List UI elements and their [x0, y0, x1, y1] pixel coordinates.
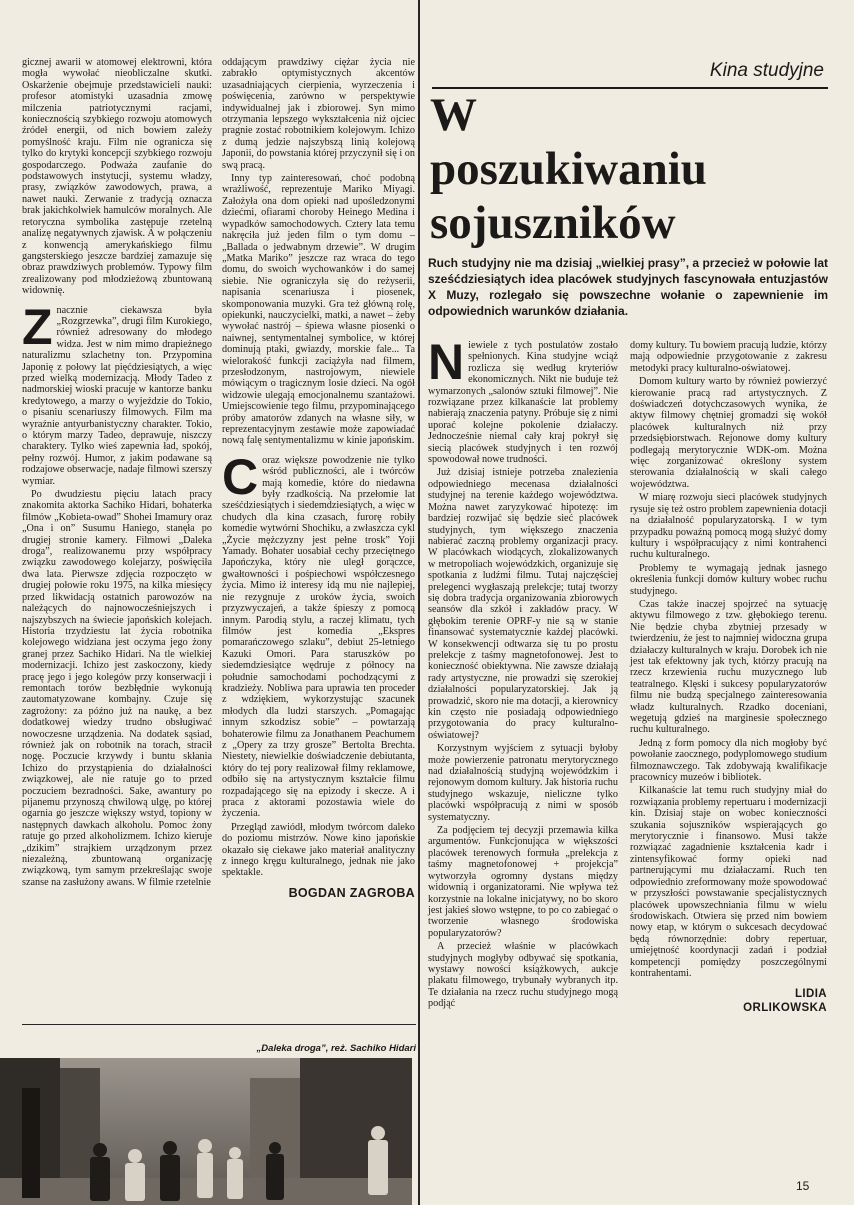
author-first-name: LIDIA: [794, 988, 827, 1001]
paragraph: Za podjęciem tej decyzji przemawia kilka argumentów. Funkcjonująca w większości placówek terenowych formuła „prelekcja z taśmy magnetofonowej + projekcja” wytworzyła ogromny dystans między widownią i organizatorami. Nie wpływa też korzystnie na lokalne inicjatywy, no bo skoro jest jakieś słowo wstępne, to po co zabiegać o tworzenie własnego środowiska popularyzatorów?: [428, 825, 618, 939]
headline: [430, 88, 830, 250]
paragraph: Jedną z form pomocy dla nich mogłoby być powołanie zaocznego, podyplomowego studium filmoznawczego. Tak zdobywają kwalifikacje pracownicy muzeów i bibliotek.: [630, 737, 827, 784]
page-number: 15: [796, 1179, 810, 1193]
paragraph: Inny typ zainteresowań, choć podobną wrażliwość, reprezentuje Mariko Miyagi. Założyła ona dom opieki nad upośledzonymi dziećmi, ofiarami choroby Heinego Medina i wypadków samochodowych. Cztery lata temu nakręciła już jeden film o tym domu – „Ballada o jedwabnym drzewie”. W drugim „Matka Mariko” jeszcze raz wraca do tego domu, do swoich wychowanków i do samej siebie. Nie ograniczyła się do reżyserii, napisania scenariusza i piosenek, skomponowania muzyki. Gra też główną rolę, opiekunki, nauczycielki, matki, a nawet – żeby wywołać nastrój – śpiewa własne piosenki o naiwnej, sentymentalnej symbolice, w której dominują ptaki, gwiazdy, morskie fale... Ta wielorakość funkcji zaciążyła nad filmem, przesłodzonym, nastrojowym, niewiele mówiącym o tragicznym losie dzieci. Na ogół widzowie ulegają emocjonalnemu szantażowi. Umiejscowienie tego filmu, przypominającego próby amatorów zdanych na własne siły, w reprezentacyjnym zestawie może zapowiadać nową falę sentymentalizmu w kinie japońskim.: [222, 173, 415, 447]
paragraph: Już dzisiaj istnieje potrzeba znalezienia odpowiedniego mecenasa działalności studyjnej na terenie każdego województwa. Można nawet zaryzykować hipotezę: im bardziej rozwijać się będzie sieć placówek studyjnych, tym większego znaczenia nabierać zaczną problemy organizacji pracy. W placówkach wiodących, zlokalizowanych w metropoliach wojewódzkich, organizuje się spotkania z ludźmi filmu. Tutaj najczęściej prelegenci wygłaszają prelekcje; tutaj tworzy się dobra tradycja organizowania zbiorowych seansów dla szkół i zakładów pracy. W głębokim terenie OPRF-y nie są w stanie finansować systematycznie każdej placówki. W konsekwencji odtwarza się tu po prostu prelekcje z taśmy magnetofonowej. Jest to konieczność obiektywna. Nie zawsze działają rady artystyczne, nie prowadzi się szerokiej działalności popularyzatorskiej. Jak ją prowadzić, skoro nie ma dotacji, a kierownicy kin często nie posiadają odpowiedniego przygotowania do pracy kulturalno-oświatowej?: [428, 467, 618, 741]
headline-line: W: [430, 89, 477, 141]
paragraph: Domom kultury warto by również powierzyć kierowanie pracą rad artystycznych. Z doświadczeń dotychczasowych wynika, że aktyw filmowy chętniej gromadzi się wokół placówek kulturalnych niż przy przedsiębiorstwach. Rejonowe domy kultury podlegają merytorycznie WDK-om. Można więc zorganizować określony system sterowania działalnością w skali całego województwa.: [630, 376, 827, 490]
headline-line: sojuszników: [430, 197, 676, 249]
right-article-column-1: [428, 334, 618, 1010]
left-article-column-2: [222, 57, 415, 899]
paragraph: Kilkanaście lat temu ruch studyjny miał do rozwiązania problemy repertuaru i modernizacji kin. Dzisiaj staje on wobec konieczności szukania sojuszników wspierających go merytorycznie i finansowo. Musi także rozwiązać zagadnienie kształcenia kadr i zintensyfikować formy opieki nad partnerującymi mu działaczami. Ruch ten odpowiednio zreformowany może spowodować w przyszłości powstawanie specjalistycznych placówek upowszechniania filmu w wielu środowiskach. Otwiera się przed nim bowiem nowy etap, w którym o sukcesach decydować będą równorzędnie: dobry repertuar, umiejętność koordynacji zadań i podział kompetencji pomiędzy poszczególnymi kontrahentami.: [630, 785, 827, 979]
paragraph: Czas także inaczej spojrzeć na sytuację aktywu filmowego z tzw. głębokiego terenu. Nie będzie chyba zbytniej przesady w twierdzeniu, że jest to najmniej widoczna grupa działaczy kulturalnych w kraju. Dorobek ich nie jest tak efektowny jak tych, którzy pracują na rzecz krzewienia ruchu muzycznego lub teatralnego. Klęski i sukcesy popularyzatorów filmu nie budzą specjalnego zainteresowania władz kulturalnych. Rzadko doceniani, wegetują gdzieś na marginesie społecznego ruchu kulturalnego.: [630, 598, 827, 736]
right-article-column-2: [630, 340, 827, 1015]
paragraph: gicznej awarii w atomowej elektrowni, która mogła wywołać nieobliczalne skutki. Oskarżenie obejmuje przedstawicieli nauki: profesor atomistyki uzasadnia zmowę milczenia patriotycznymi racjami, koniecznością szybkiego rozwoju atomowych źródeł energii, od nich bowiem zależy pomyślność kraju. Film nie ogranicza się tylko do krytyki koncepcji szybkiego rozwoju gospodarczego. Podważa zaufanie do podstawowych instytucji, systemu władzy, prasy, związków zawodowych, prawa, a nawet nauki. Zerwanie z tradycją oznacza brak jakichkolwiek hamulców moralnych. Ale retoryczna symbolika zastępuje rzetelną analizę negatywnych zjawisk. A w połączeniu z konwencją amerykańskiego filmu gangsterskiego jeszcze bardziej zamazuje się obraz prawdziwych problemów. Typowy film zrealizowany pod młodzieżową zbuntowaną widownię.: [22, 57, 212, 297]
author-last-name: ORLIKOWSKA: [743, 1002, 827, 1015]
paragraph: Problemy te wymagają jednak jasnego określenia funkcji domów kultury wobec ruchu studyjnego.: [630, 562, 827, 597]
left-article-column-1: [22, 57, 212, 888]
paragraph: W miarę rozwoju sieci placówek studyjnych rysuje się też ostro problem zapewnienia dotacji na działalność popularyzatorską. I w tym przypadku powaźną pomocą mogą służyć domy kultury i współpracujący z nimi kontrahenci ruchu kulturalnego.: [630, 492, 827, 561]
section-label: Kina studyjne: [709, 60, 824, 81]
paragraph-drop-cap: Znacznie ciekawsza była „Rozgrzewka”, drugi film Kurokiego, również adresowany do młodego widza. Jest w nim mimo drapieżnego naturalizmu szlachetny ton. Przypomina Japonię z połowy lat pięćdziesiątych, a więc przed wielką modernizacją. Młody Tadeo z nadmorskiej wioski pracuje w kantorze banku kredytowego, a marzy o wyjeździe do Tokio, o pisaniu scenariuszy filmowych. Film ma wyraźnie antyurbanistyczny charakter. Tokio, o którym marzy Tadeo, deprawuje, niszczy charaktery. Tylko wieś zapewnia ład, spokój, pełny rozwój. Humor, z jakim podawane są rodzajowe obserwacje, nadaje filmowi szerszy wymiar.: [22, 298, 212, 487]
paragraph: domy kultury. Tu bowiem pracują ludzie, którzy mają odpowiednie przygotowanie z zakresu metodyki pracy kulturalno-oświatowej.: [630, 340, 827, 374]
lead-paragraph: Ruch studyjny nie ma dzisiaj „wielkiej prasy”, a przecież w połowie lat sześćdziesiątych idea placówek studyjnych fascynowała entuzjastów X Muzy, rozlegało się powszechne wołanie o zapewnienie im odpowiednich warunków działania.: [428, 256, 828, 318]
paragraph: A przecież właśnie w placówkach studyjnych mogłyby odbywać się spotkania, wystawy nowości książkowych, aukcje plakatu filmowego, trybunały wybranych itp. Te działania na rzecz ruchu studyjnego mogą podjąć: [428, 941, 618, 1010]
paragraph: Przegląd zawiódł, młodym twórcom daleko do poziomu mistrzów. Nowe kino japońskie okazało się ciekawe jako materiał analityczny z innego kręgu kulturalnego, jednak nie jako spektakle.: [222, 821, 415, 879]
film-still-photo: [0, 1058, 412, 1205]
paragraph-drop-cap: Niewiele z tych postulatów zostało spełnionych. Kina studyjne wciąż rozlicza się według kryteriów ekonomicznych. Nikt nie buduje też wymarzonych „salonów sztuki filmowej”. Nie rozwiązane przez kilkanaście lat problemy nabierają znaczenia patyny. Próbuje się z nimi uporać kolejne pokolenie działaczy. Jednocześnie niemal cały kraj pokrył się siecią placówek studyjnych i ten rozwój spowodował nowe trudności.: [428, 334, 618, 466]
author-byline: [630, 987, 827, 1015]
headline-line: poszukiwaniu: [430, 143, 707, 195]
film-still-image: [0, 1058, 412, 1205]
caption-rule: [22, 1024, 416, 1025]
photo-caption: „Daleka droga”, reż. Sachiko Hidari: [256, 1043, 416, 1054]
paragraph: Po dwudziestu pięciu latach pracy znakomita aktorka Sachiko Hidari, bohaterka filmów „Kobieta-owad” Shohei Imamury oraz „Ona i on” Susumu Haniego, stanęła po drugiej stronie kamery. Filmowi „Daleka droga”, realizowanemu przy współpracy związku zawodowego kolejarzy, poświęciła dwa lata. Pierwsze zdjęcia rozpoczęto w drugiej połowie roku 1975, na kilka miesięcy przed likwidacją ostatnich parowozów na należących do najnowocześniejszych i najszybszych na świecie japońskich kolejach. Historia trzydziestu lat życia robotnika kolejowego widziana jest oczyma jego żony granej przez Sachiko Hidari. Na tle wielkiej modernizacji. Ichizo jest zaskoczony, kiedy pracę jego i jego kolegów przy konserwacji i remontach torów bezbłędnie wykonują zautomatyzowane kombajny. Czuje się zagrożony: za późno już na naukę, a bez dodatkowej wiedzy trudno obsługiwać nowoczesne urządzenia. Na dodatek sąsiad, również jak on robotnik na torach, stracił nogę. Poczucie krzywdy i buntu skłania Ichizo do przystąpienia do działalności związkowej, ale nie ratuje go to przed poczuciem bezradności. Sake, awantury po pijanemu przynoszą chwilową ulgę, po której ogarnia go jeszcze większy wstyd, topiony w następnych dawkach alkoholu. Pomoc żony ratuje go przed alkoholizmem. Ichizo kieruje „dzikim” strajkiem urządzonym przez niezależną, zbuntowaną organizację związkową, tym samym przekreślając swoje szanse na zasłużony awans. W filmie rzetelnie: [22, 489, 212, 888]
column-divider: [418, 0, 420, 1205]
author-byline: BOGDAN ZAGROBA: [288, 885, 415, 900]
paragraph: oddającym prawdziwy ciężar życia nie zabrakło optymistycznych akcentów uzasadniających cierpienia, wyrzeczenia i poświęcenia, zarówno w perspektywie indywidualnej jak i zbiorowej. Syn mimo otrzymania lepszego wykształcenia niż ojciec pragnie zostać robotnikiem kolejowym. Ichizo z dumą jedzie najszybszą linią kolejową Japonii, do powstania której przyczynił się i on swą pracą.: [222, 57, 415, 171]
paragraph-drop-cap: Coraz większe powodzenie nie tylko wśród publiczności, ale i twórców mają komedie, które do niedawna były rzadkością. Na przełomie lat sześćdziesiątych i siedemdziesiątych, a więc w chudych dla kina czasach, furorę robiły komedie wytwórni Shochiku, a zwłaszcza cykl „Życie mężczyzny jest pełne trosk” Yoji Yamady. Bohater uosabiał cechy przeciętnego Japończyka, który nie uległ gorączce, gwałtowności i pośpiechowi współczesnego życia. Mimo iż interesy idą mu nie najlepiej, nie rezygnuje z uroków życia, swoich przyzwyczajeń, a także śpieszy z pomocą innym. Parodią stylu, a raczej klimatu, tych filmów jest komedia „Ekspres pomarańczowego szlaku”, debiut 25-letniego Kazuki Omori. Para staruszków po siedemdziesiątce wędruje z północy na południe samochodami pochodzącymi z kradzieży. Nobliwa para uprawia ten proceder z wdziękiem, wykorzystując szacunek młodych dla ludzi starszych. „Pomagając innym szkodzisz sobie” – powtarzają bohaterowie filmu za Jonathanem Peachumem z „Opery za trzy grosze” Bertolta Brechta. Niestety, niewielkie doświadczenie debiutanta, który do tej pory realizował filmy reklamowe, odbiło się na artystycznym kształcie filmu rozpadającego się na epizody i skecze. A i praca z aktorami pozostawia wiele do życzenia.: [222, 448, 415, 820]
paragraph: Korzystnym wyjściem z sytuacji byłoby może powierzenie patronatu merytorycznego nad działalnością studyjną wojewódzkim i rejonowym domom kultury. Jak historia ruchu studyjnego wskazuje, nieliczne tylko placówki współpracują z nimi w sposób systematyczny.: [428, 743, 618, 823]
